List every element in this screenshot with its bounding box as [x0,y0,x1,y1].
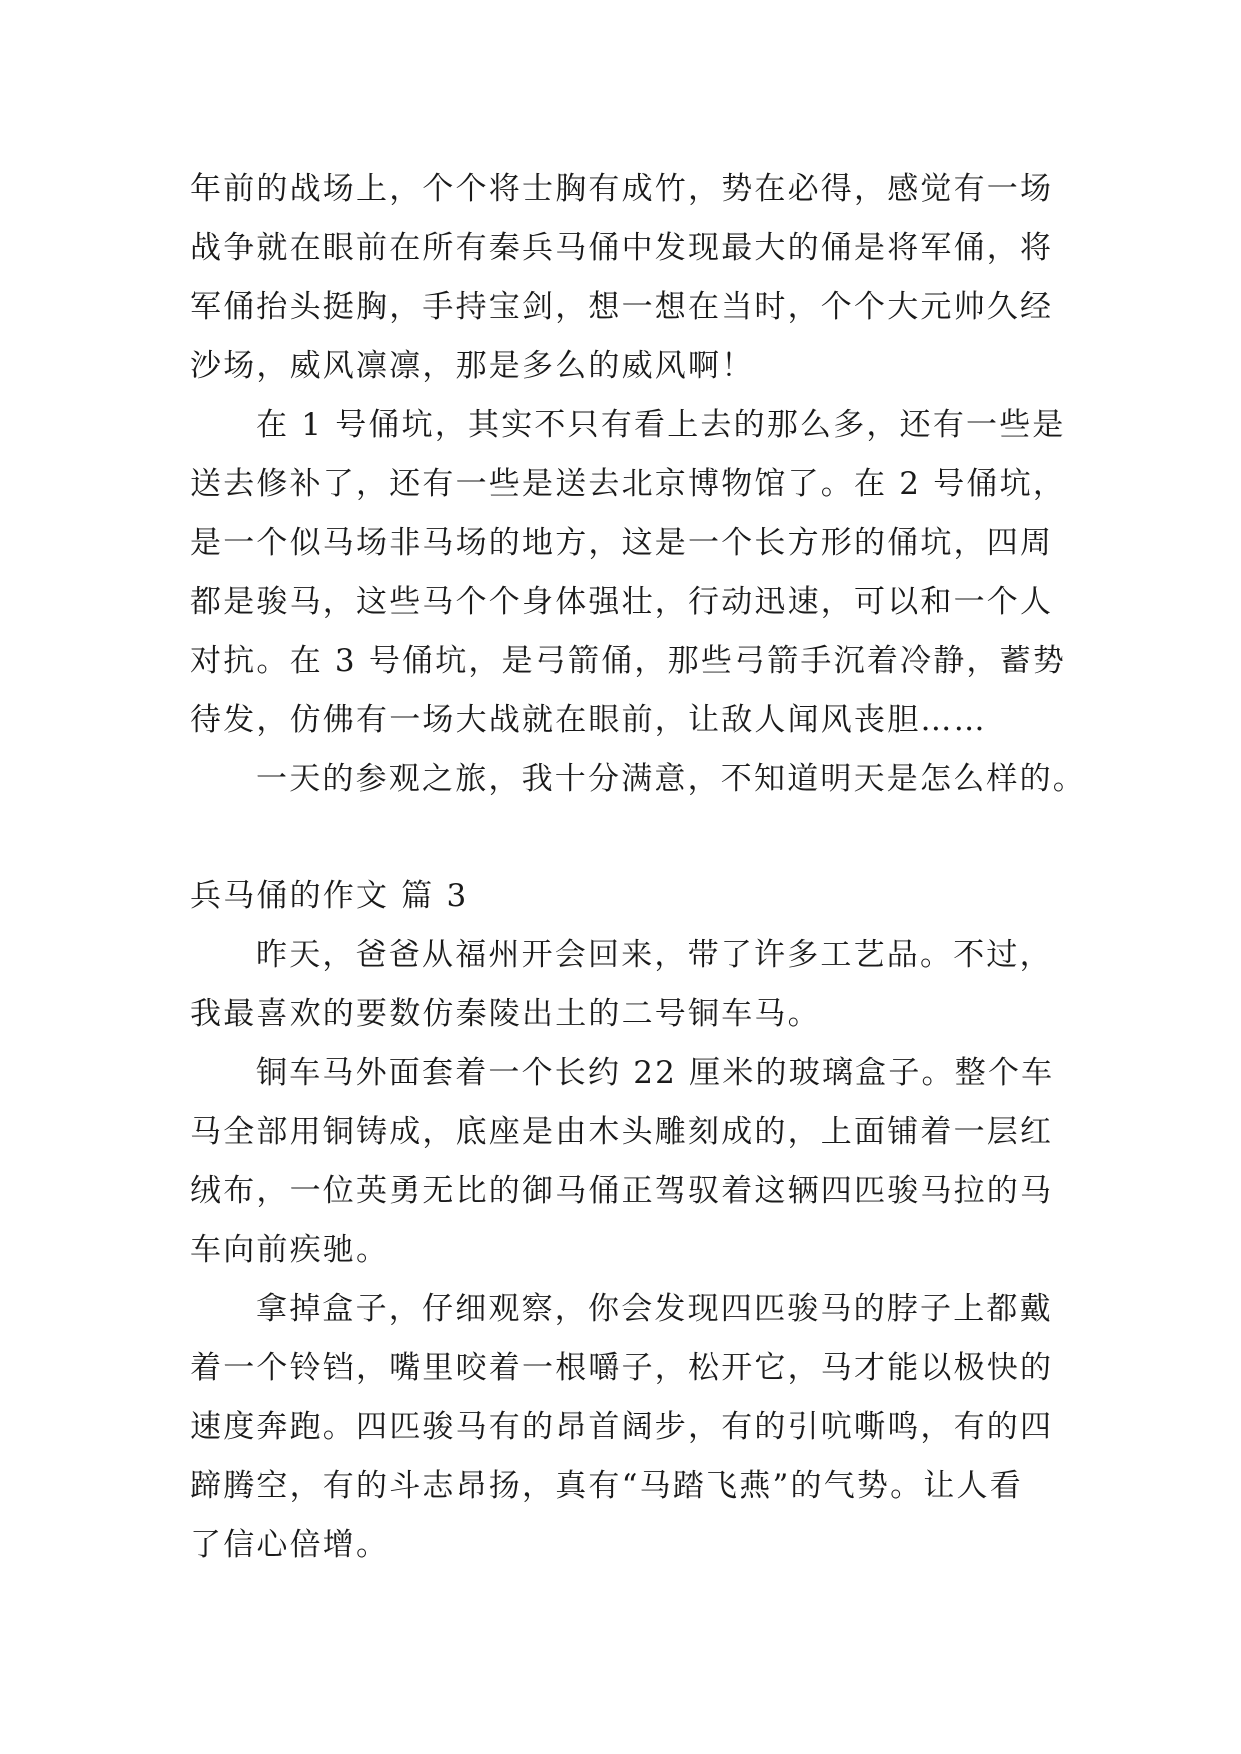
text-line: 昨天，爸爸从福州开会回来，带了许多工艺品。不过， [256,937,1053,973]
text-line: 车向前疾驰。 [190,1232,390,1268]
text-line: 战争就在眼前在所有秦兵马俑中发现最大的俑是将军俑，将 [190,230,1054,266]
text-line: 拿掉盒子，仔细观察，你会发现四匹骏马的脖子上都戴 [256,1291,1053,1327]
text-line: 铜车马外面套着一个长约 22 厘米的玻璃盒子。整个车 [256,1055,1055,1091]
document-page [190,160,1086,1575]
text-line: 马全部用铜铸成，底座是由木头雕刻成的，上面铺着一层红 [190,1114,1054,1150]
paragraph-intro [190,926,1060,1044]
paragraph-description [190,1044,1060,1280]
paragraph-conclusion [190,750,1086,809]
text-line: 蹄腾空，有的斗志昂扬，真有“马踏飞燕”的气势。让人看 [190,1468,1023,1504]
text-line: 年前的战场上，个个将士胸有成竹，势在必得，感觉有一场 [190,171,1054,207]
paragraph-pits [190,396,1067,750]
text-line: 了信心倍增。 [190,1527,390,1563]
text-line: 沙场，威风凛凛，那是多么的威风啊！ [190,348,755,384]
text-line: 对抗。在 3 号俑坑，是弓箭俑，那些弓箭手沉着冷静，蓄势 [190,643,1067,679]
text-line: 绒布，一位英勇无比的御马俑正驾驭着这辆四匹骏马拉的马 [190,1173,1054,1209]
text-line: 一天的参观之旅，我十分满意，不知道明天是怎么样的。 [256,761,1086,797]
text-line: 我最喜欢的要数仿秦陵出土的二号铜车马。 [190,996,821,1032]
text-line: 是一个似马场非马场的地方，这是一个长方形的俑坑，四周 [190,525,1054,561]
text-line: 待发，仿佛有一场大战就在眼前，让敌人闻风丧胆…… [190,702,987,738]
text-line: 速度奔跑。四匹骏马有的昂首阔步，有的引吭嘶鸣，有的四 [190,1409,1054,1445]
heading-text: 兵马俑的作文 篇 3 [190,878,469,914]
paragraph-continued [190,160,1060,396]
paragraph-observation [190,1280,1060,1575]
text-line: 送去修补了，还有一些是送去北京博物馆了。在 2 号俑坑， [190,466,1067,502]
section-heading [190,867,1060,926]
text-line: 在 1 号俑坑，其实不只有看上去的那么多，还有一些是 [256,407,1066,443]
text-line: 军俑抬头挺胸，手持宝剑，想一想在当时，个个大元帅久经 [190,289,1054,325]
section-spacer [190,809,1060,867]
text-line: 都是骏马，这些马个个身体强壮，行动迅速，可以和一个人 [190,584,1054,620]
text-line: 着一个铃铛，嘴里咬着一根嚼子，松开它，马才能以极快的 [190,1350,1054,1386]
